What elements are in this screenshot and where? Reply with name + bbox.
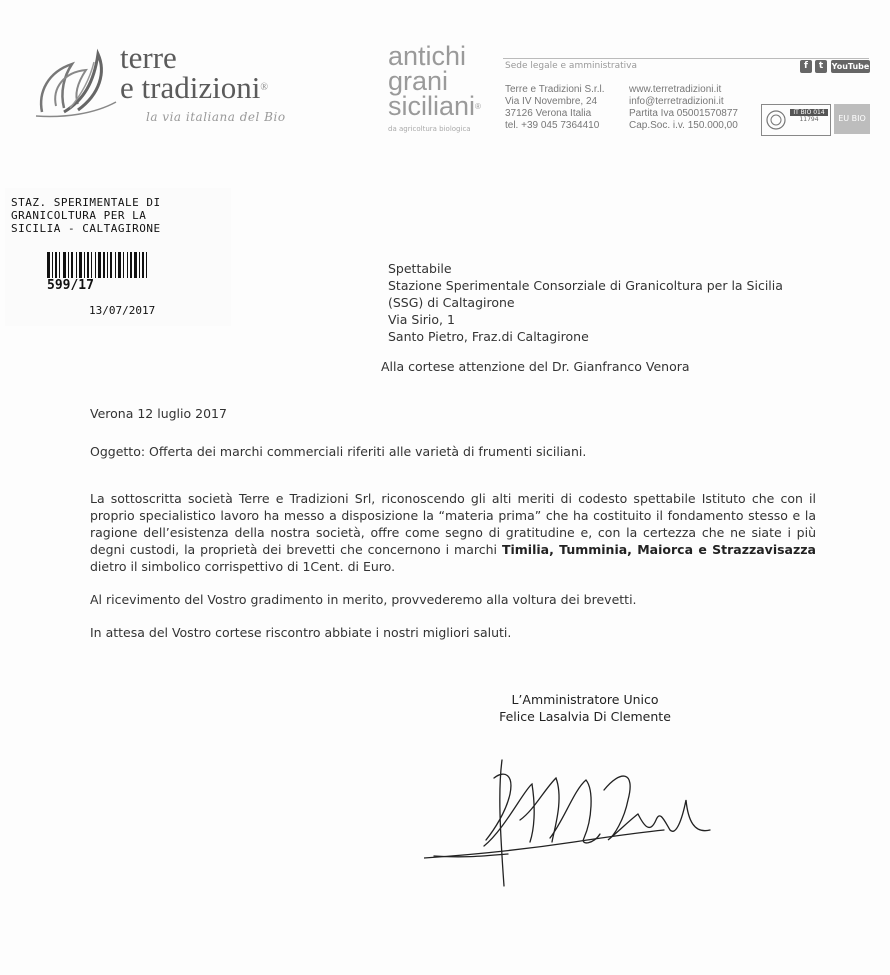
brand-name-line2 [120,72,268,104]
cert-label: IT BIO 014 [790,109,828,116]
recipient-line: Spettabile [388,261,452,276]
barcode-bar [107,252,108,278]
ags-line3 [388,91,481,121]
barcode-bar [146,252,147,278]
ags-line3-text: siciliani [388,91,476,121]
barcode-bar [68,252,69,278]
address-column-1 [505,84,604,132]
eu-organic-logo: EU BIO [834,104,870,134]
body-intro: La sottoscritta società Terre e Tradizioni Srl, riconoscendo gli alti meriti di codesto spettabile Istituto che con il proprio specialistico lavoro ha messo a disposizione la “materia prima” che ha costituito il fondamento stesso e la ragione dell’esistenza della nostra società, offre come segno di gratitudine e, con la certezza che ne siate i più degni custodi, la proprietà dei brevetti che concernono i marchi [90,491,816,557]
body-paragraph-2: Al ricevimento del Vostro gradimento in merito, provvederemo alla voltura dei brevetti. [90,592,637,607]
barcode-bar [115,252,116,278]
barcode-bar [47,252,50,278]
barcode-bar [55,252,57,278]
barcode-bar [79,252,82,278]
ags-mark: ® [475,102,481,111]
recipient-line: Santo Pietro, Fraz.di Caltagirone [388,329,589,344]
barcode-bar [142,252,144,278]
barcode-bar [71,252,73,278]
barcode-bar [139,252,140,278]
body-paragraph-3: In attesa del Vostro cortese riscontro abbiate i nostri migliori saluti. [90,625,512,640]
body-end: dietro il simbolico corrispettivo di 1Cent. di Euro. [90,559,396,574]
leaf-logo-icon [34,42,118,122]
stamp-date: 13/07/2017 [89,304,156,317]
cert-code: 11794 [799,116,819,123]
address-line: Via IV Novembre, 24 [505,96,598,107]
registered-mark: ® [260,82,268,93]
website-link[interactable]: www.terretradizioni.it [629,84,722,95]
recipient-line: Via Sirio, 1 [388,312,455,327]
brand-name-line1: terre [120,40,177,75]
barcode-bar [84,252,85,278]
ags-line1: antichi [388,41,467,71]
barcode-image [47,252,217,278]
youtube-icon[interactable]: YouTube [831,62,870,71]
ags-line2: grani [388,66,449,96]
cert-seal-icon [765,109,787,131]
handwritten-signature [424,750,724,890]
barcode-bar [123,252,124,278]
brand-names: Timilia, Tumminia, Maiorca e Strazzavisazza [501,542,816,557]
recipient-address [388,260,783,345]
body-paragraph-1 [90,490,816,575]
facebook-icon[interactable]: f [800,60,812,73]
address-line: tel. +39 045 7364410 [505,120,600,131]
barcode-bar [110,252,112,278]
brand-tagline: la via italiana del Bio [146,110,286,124]
organic-certification-badge [761,104,831,136]
barcode-bar [59,252,60,278]
address-line: 37126 Verona Italia [505,108,592,119]
address-column-2 [629,84,738,132]
subject-line: Oggetto: Offerta dei marchi commerciali riferiti alle varietà di frumenti siciliani. [90,444,587,459]
barcode-bar [91,252,92,278]
signatory-title: L’Amministratore Unico [511,692,659,707]
vat-line: Partita Iva 05001570877 [629,108,738,119]
protocol-stamp [5,188,231,326]
protocol-number: 599/17 [47,278,94,293]
barcode-bar [63,252,66,278]
place-date: Verona 12 luglio 2017 [90,406,227,421]
capital-line: Cap.Soc. i.v. 150.000,00 [629,120,738,131]
barcode-bar [118,252,121,278]
twitter-icon[interactable]: t [815,60,827,73]
recipient-line: (SSG) di Caltagirone [388,295,515,310]
recipient-line: Stazione Sperimentale Consorziale di Granicoltura per la Sicilia [388,278,783,293]
attention-line: Alla cortese attenzione del Dr. Gianfranco Venora [381,359,690,374]
barcode-bar [52,252,53,278]
barcode-bar [95,252,96,278]
barcode-bar [98,252,101,278]
barcode-bar [103,252,105,278]
address-line: Terre e Tradizioni S.r.l. [505,84,605,95]
stamp-organization: STAZ. SPERIMENTALE DI GRANICOLTURA PER LA SICILIA - CALTAGIRONE [11,196,161,235]
barcode-bar [76,252,77,278]
ags-subtitle: da agricoltura biologica [388,125,471,133]
sede-label: Sede legale e amministrativa [505,61,637,71]
header-divider [503,58,869,59]
email-link[interactable]: info@terretradizioni.it [629,96,724,107]
signatory-name: Felice Lasalvia Di Clemente [499,709,671,724]
barcode-bar [127,252,128,278]
cert-text [790,109,828,123]
antichi-grani-logo [388,41,481,121]
barcode-bar [134,252,137,278]
barcode-bar [130,252,132,278]
barcode-bar [87,252,89,278]
brand-name-text: e tradizioni [120,70,261,105]
